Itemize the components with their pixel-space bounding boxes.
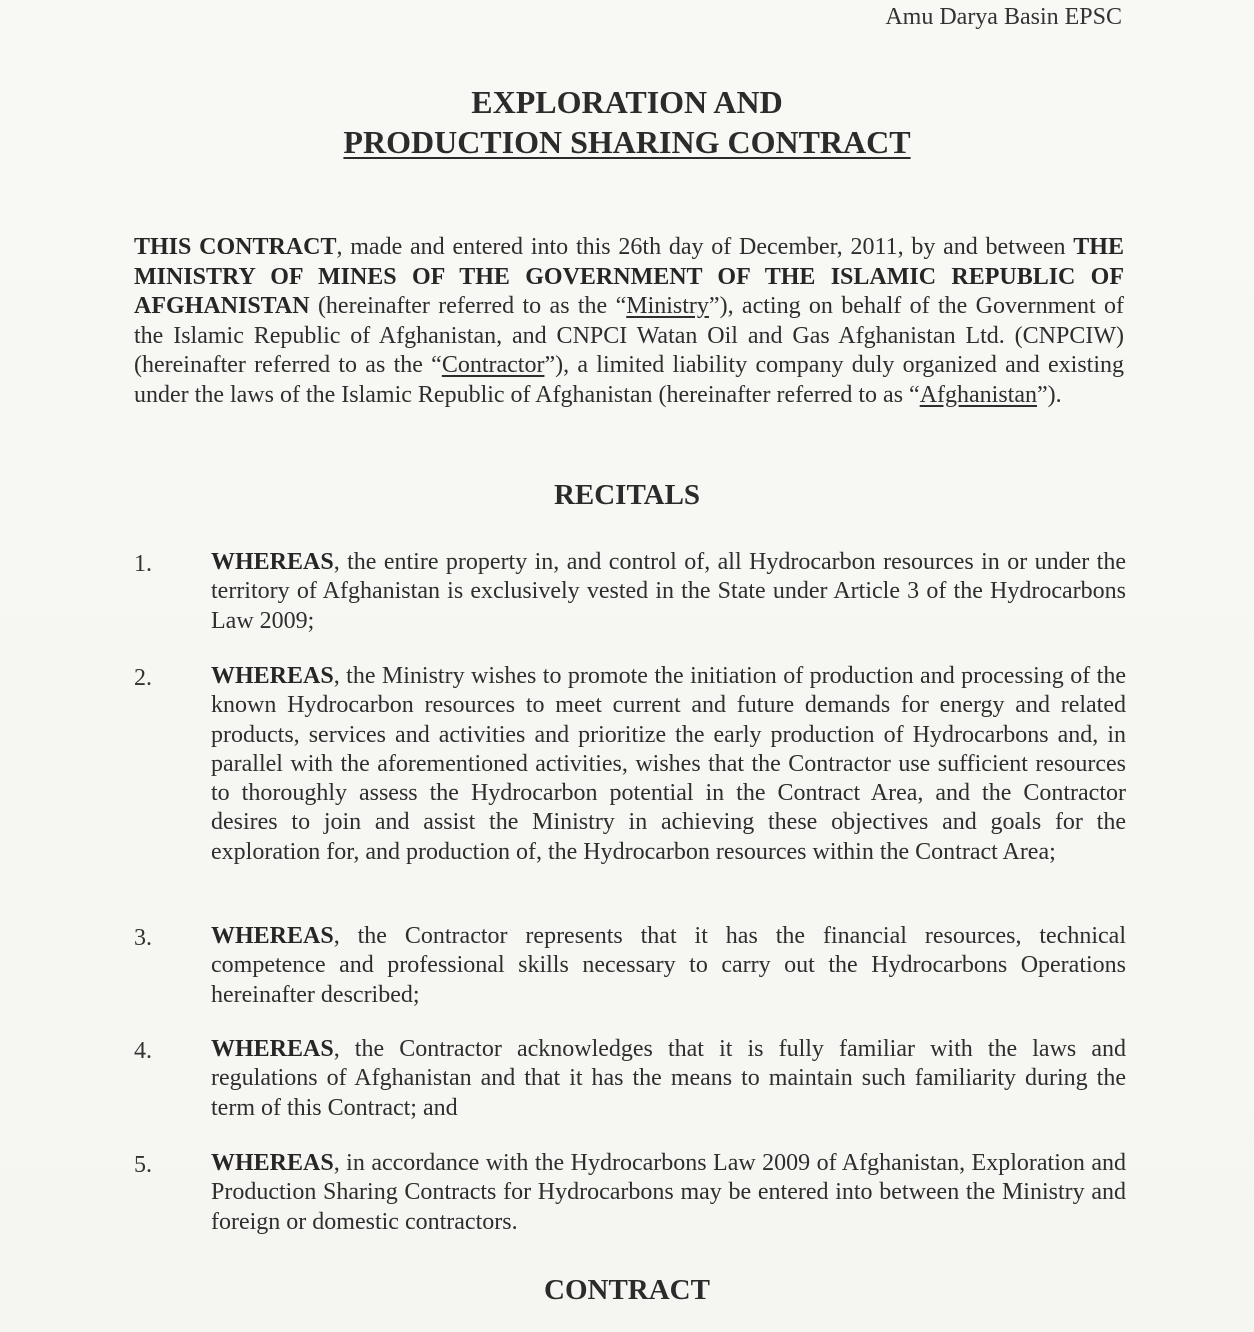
document-reference-header: Amu Darya Basin EPSC: [885, 4, 1122, 30]
recital-item: [134, 922, 1126, 1010]
recital-keyword: WHEREAS: [211, 549, 334, 575]
recital-number: 3.: [134, 925, 152, 951]
title-line-2: PRODUCTION SHARING CONTRACT: [343, 124, 911, 160]
recital-keyword: WHEREAS: [211, 1150, 334, 1176]
defined-term-ministry: Ministry: [626, 293, 709, 319]
recital-number: 5.: [134, 1152, 152, 1178]
preamble-lead: THIS CONTRACT: [134, 234, 337, 260]
recitals-heading: RECITALS: [553, 479, 701, 511]
preamble-text-5: ”).: [1037, 381, 1062, 408]
recital-keyword: WHEREAS: [211, 1036, 334, 1062]
recital-number: 1.: [134, 551, 152, 577]
recital-number: 2.: [134, 665, 152, 691]
preamble-party-ministry: THE MINISTRY OF MINES OF THE GOVERNMENT OF THE ISLAMIC REPUBLIC OF AFGHANISTAN: [134, 234, 1124, 319]
recital-body: , the Contractor acknowledges that it is fully familiar with the laws and regulations of Afghanistan and that it has the means to maintain such familiarity during the term of this Contract; and: [211, 1036, 1126, 1121]
recital-text: [211, 1149, 1126, 1237]
recital-body: , the Contractor represents that it has the financial resources, technical competence and professional skills necessary to carry out the Hydrocarbons Operations hereinafter described;: [211, 923, 1126, 1008]
recital-body: , the entire property in, and control of, all Hydrocarbon resources in or under the territory of Afghanistan is exclusively vested in the State under Article 3 of the Hydrocarbons Law 2009;: [211, 549, 1126, 634]
recital-number: 4.: [134, 1038, 152, 1064]
preamble-paragraph: [134, 233, 1124, 410]
recital-text: [211, 1035, 1126, 1123]
recital-body: , the Ministry wishes to promote the initiation of production and processing of the known Hydrocarbon resources to meet current and future demands for energy and related products, services and activities and prioritize the early production of Hydrocarbons and, in parallel with the aforementioned activities, wishes that the Contractor use sufficient resources to thoroughly assess the Hydrocarbon potential in the Contract Area, and the Contractor desires to join and assist the Ministry in achieving these objectives and goals for the exploration for, and production of, the Hydrocarbon resources within the Contract Area;: [211, 663, 1126, 865]
defined-term-contractor: Contractor: [441, 352, 545, 378]
recital-item: [134, 1149, 1126, 1237]
recital-text: [211, 548, 1126, 636]
recital-text: [211, 922, 1126, 1010]
title-line-1: EXPLORATION AND: [471, 84, 783, 120]
preamble-text-3: ”), acting on behalf of the Government of the Islamic Republic of Afghanistan, and CNPCI Watan Oil and Gas Afghanistan Ltd. (CNPCIW) (hereinafter referred to as the “: [134, 293, 1124, 378]
recital-item: [134, 548, 1126, 636]
defined-term-afghanistan: Afghanistan: [919, 381, 1037, 408]
recital-item: [134, 1035, 1126, 1123]
recital-keyword: WHEREAS: [211, 923, 334, 949]
preamble-text-1: , made and entered into this 26th day of December, 2011, by and between: [336, 234, 1074, 260]
recital-body: , in accordance with the Hydrocarbons Law 2009 of Afghanistan, Exploration and Production Sharing Contracts for Hydrocarbons may be entered into between the Ministry and foreign or domestic contractors.: [211, 1150, 1126, 1235]
recital-keyword: WHEREAS: [211, 663, 334, 689]
contract-heading: CONTRACT: [544, 1274, 710, 1306]
recital-item: [134, 662, 1126, 867]
preamble-text-4: ”), a limited liability company duly organized and existing under the laws of the Islamic Republic of Afghanistan (hereinafter referred to as “: [134, 352, 1124, 408]
preamble-text-2: (hereinafter referred to as the “: [309, 293, 627, 319]
document-title: [0, 82, 1254, 162]
recital-text: [211, 662, 1126, 867]
